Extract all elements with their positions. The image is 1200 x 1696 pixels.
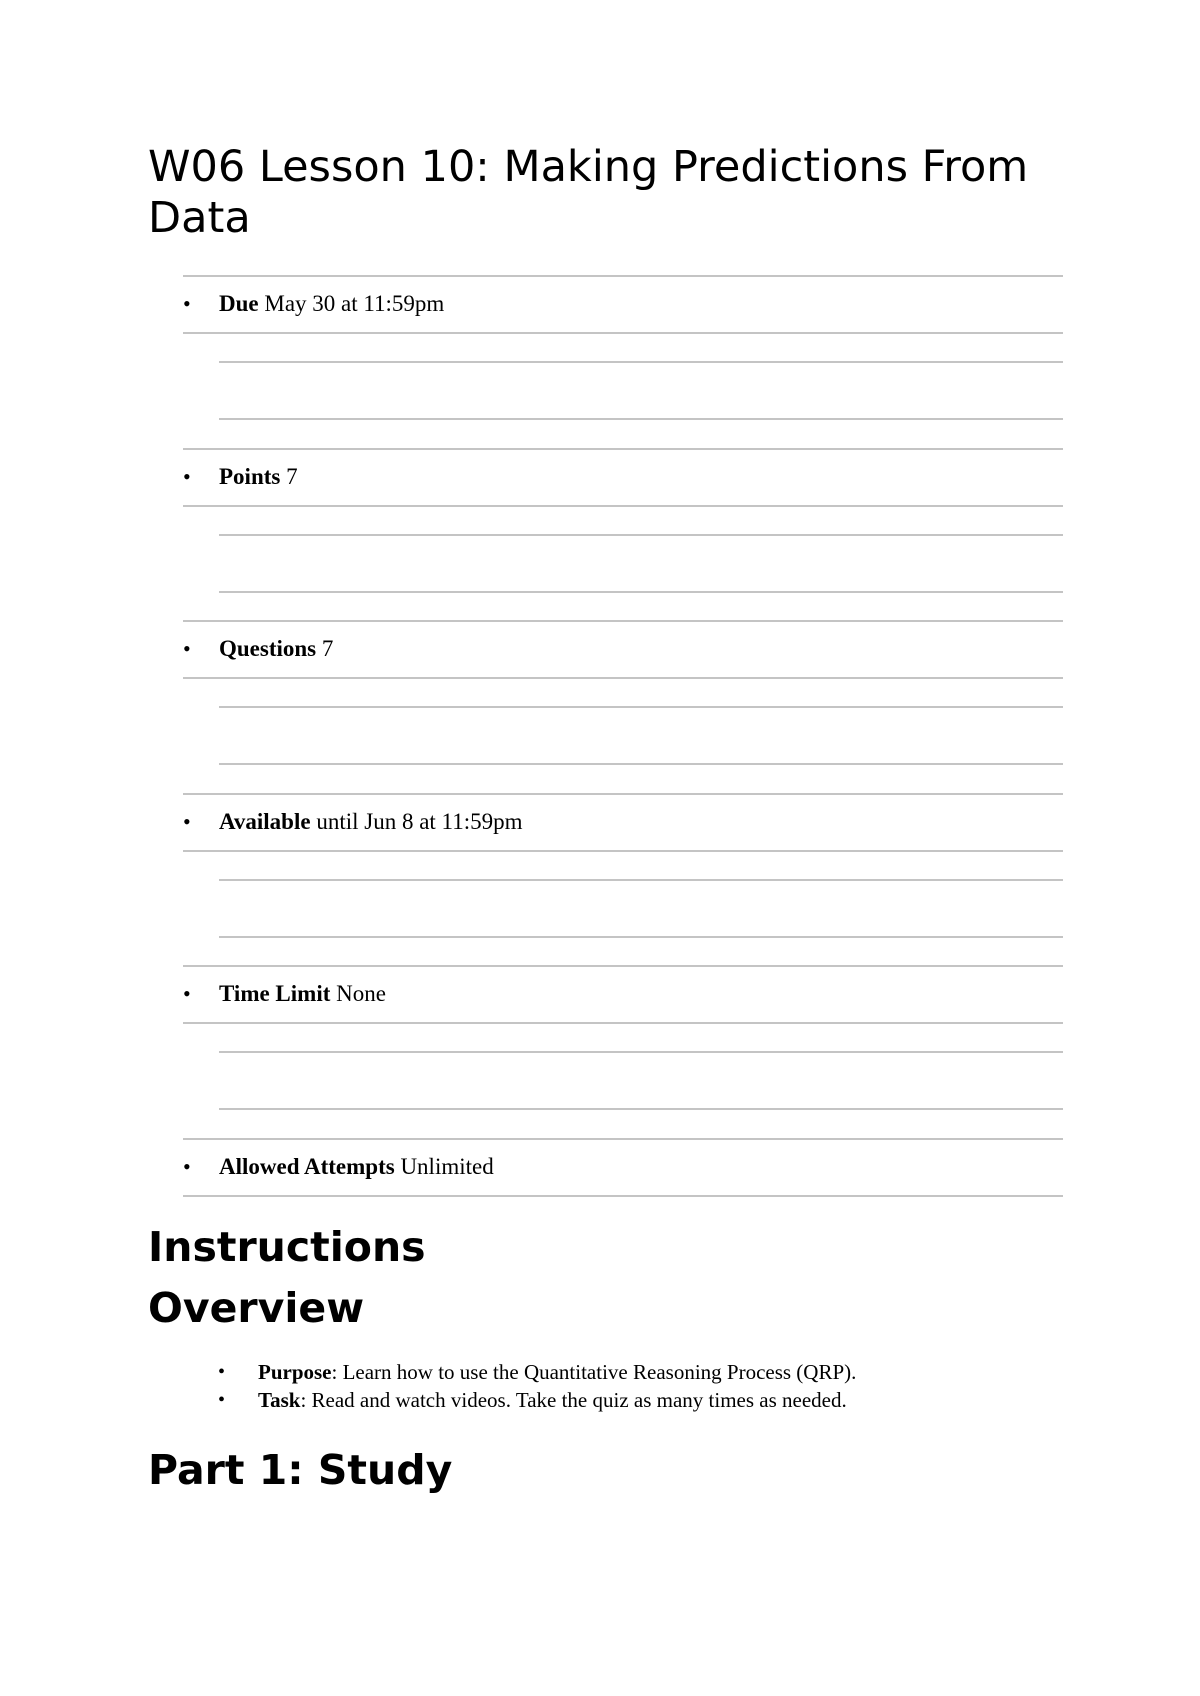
divider [183,505,1063,507]
divider [219,1051,1063,1053]
detail-value: 7 [321,636,334,661]
bullet: • [218,1389,226,1411]
detail-label: Time Limit [219,981,331,1006]
detail-label: Due [219,291,259,316]
overview-item-label: Task [258,1388,301,1412]
detail-label: Points [219,463,281,489]
overview-item-text: : Learn how to use the Quantitative Reasoning Process (QRP). [331,1360,857,1384]
overview-item-purpose [218,1358,1118,1386]
divider [219,534,1063,536]
detail-value: None [336,981,386,1006]
overview-heading: Overview [148,1284,365,1332]
detail-label: Questions [219,636,317,661]
divider [183,1138,1063,1140]
divider [183,620,1063,622]
detail-time-limit [183,965,1063,1138]
divider [183,332,1063,334]
bullet: • [183,463,191,489]
detail-allowed-attempts [183,1138,1063,1198]
page-title: W06 Lesson 10: Making Predictions From Data [148,142,1029,243]
overview-item-task [218,1386,1118,1414]
divider [183,275,1063,277]
bullet: • [218,1361,226,1383]
detail-points [183,448,1063,621]
part1-heading: Part 1: Study [148,1446,453,1494]
divider [183,1022,1063,1024]
divider [183,793,1063,795]
overview-list [218,1358,1118,1414]
detail-value: Unlimited [400,1153,494,1179]
bullet: • [183,981,191,1006]
divider [183,965,1063,967]
divider [183,850,1063,852]
detail-value: 7 [286,463,298,489]
bullet: • [183,291,191,316]
divider [183,1195,1063,1197]
overview-item-text: : Read and watch videos. Take the quiz as many times as needed. [300,1388,847,1412]
divider [219,1108,1063,1110]
detail-value: until Jun 8 at 11:59pm [316,808,523,834]
overview-item-label: Purpose [258,1360,332,1384]
divider [219,879,1063,881]
divider [219,591,1063,593]
divider [219,706,1063,708]
bullet: • [183,808,191,834]
divider [219,361,1063,363]
detail-questions [183,620,1063,793]
detail-label: Allowed Attempts [219,1153,395,1179]
detail-available [183,793,1063,966]
divider [219,418,1063,420]
divider [219,763,1063,765]
divider [183,448,1063,450]
bullet: • [183,1153,191,1179]
detail-due [183,275,1063,448]
bullet: • [183,636,191,661]
detail-label: Available [219,808,311,834]
assignment-details-list [183,275,1063,1198]
divider [183,677,1063,679]
instructions-heading: Instructions [148,1223,426,1271]
divider [219,936,1063,938]
detail-value: May 30 at 11:59pm [264,291,445,316]
